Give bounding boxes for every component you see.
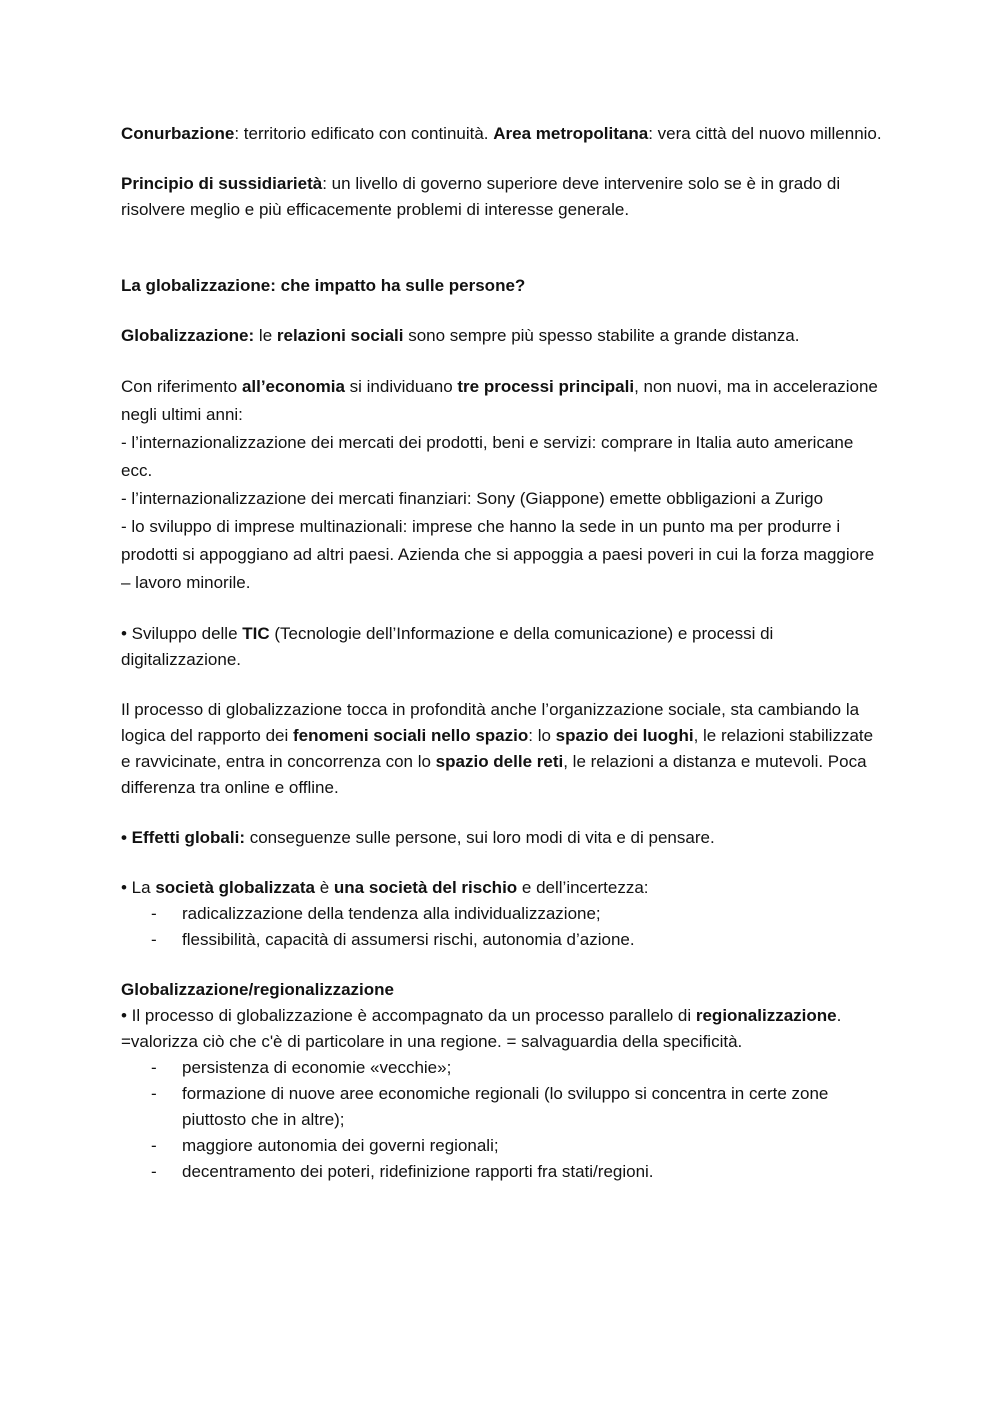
- list-item: - lo sviluppo di imprese multinazionali: imprese che hanno la sede in un punto ma per produrre i prodotti si appoggiano ad altri paesi. Azienda che si appoggia a paesi poveri in cui la forza maggiore – lavoro minorile.: [121, 517, 875, 592]
- paragraph-organizzazione-sociale: Il processo di globalizzazione tocca in profondità anche l’organizzazione sociale, sta cambiando la logica del rapporto dei fenomeni sociali nello spazio: lo spazio dei luoghi, le relazioni stabilizzate e ravvicinate, entra in concorrenza con lo spazio delle reti, le relazioni a distanza e mutevoli. Poca differenza tra online e offline.: [121, 700, 874, 797]
- list-item: - persistenza di economie «vecchie»;: [151, 1058, 452, 1077]
- list-item: - formazione di nuove aree economiche regionali (lo sviluppo si concentra in certe zone piuttosto che in altre);: [151, 1084, 829, 1129]
- document-page: [121, 121, 885, 1185]
- list-item: - maggiore autonomia dei governi regionali;: [151, 1136, 499, 1155]
- rischio-list: [121, 901, 885, 953]
- paragraph-societa-rischio: • La società globalizzata è una società del rischio e dell’incertezza:: [121, 878, 649, 897]
- paragraph-tic: • Sviluppo delle TIC (Tecnologie dell’Informazione e della comunicazione) e processi di digitalizzazione.: [121, 624, 774, 669]
- section-heading-regionalizzazione: Globalizzazione/regionalizzazione: [121, 980, 394, 999]
- paragraph-definizione-globalizzazione: Globalizzazione: le relazioni sociali sono sempre più spesso stabilite a grande distanza.: [121, 326, 800, 345]
- list-item: - flessibilità, capacità di assumersi rischi, autonomia d’azione.: [151, 930, 635, 949]
- list-item: - l’internazionalizzazione dei mercati finanziari: Sony (Giappone) emette obbligazioni a Zurigo: [121, 489, 824, 508]
- paragraph-conurbazione: Conurbazione: territorio edificato con continuità. Area metropolitana: vera città del nuovo millennio.: [121, 124, 882, 143]
- list-item: - decentramento dei poteri, ridefinizione rapporti fra stati/regioni.: [151, 1162, 654, 1181]
- paragraph-regionalizzazione: • Il processo di globalizzazione è accompagnato da un processo parallelo di regionalizzazione. =valorizza ciò che c'è di particolare in una regione. = salvaguardia della specificità.: [121, 1006, 842, 1051]
- paragraph-sussidiarieta: Principio di sussidiarietà: un livello di governo superiore deve intervenire solo se è in grado di risolvere meglio e più efficacemente problemi di interesse generale.: [121, 174, 841, 219]
- paragraph-processi-economia: Con riferimento all’economia si individuano tre processi principali, non nuovi, ma in accelerazione negli ultimi anni: - l’internazionalizzazione dei mercati dei prodotti, beni e servizi: comprare in Italia auto americane ecc. - l’internazionalizzazione dei mercati finanziari: Sony (Giappone) emette obbligazioni a Zurigo - lo sviluppo di imprese multinazionali: imprese che hanno la sede in un punto ma per produrre i prodotti si appoggiano ad altri paesi. Azienda che si appoggia a paesi poveri in cui la forza maggiore – lavoro minorile.: [121, 373, 885, 597]
- section-heading-globalizzazione: La globalizzazione: che impatto ha sulle persone?: [121, 276, 526, 295]
- regionalizzazione-list: [121, 1055, 885, 1185]
- list-item: - l’internazionalizzazione dei mercati dei prodotti, beni e servizi: comprare in Italia auto americane ecc.: [121, 433, 854, 480]
- paragraph-effetti-globali: • Effetti globali: conseguenze sulle persone, sui loro modi di vita e di pensare.: [121, 828, 715, 847]
- list-item: - radicalizzazione della tendenza alla individualizzazione;: [151, 904, 601, 923]
